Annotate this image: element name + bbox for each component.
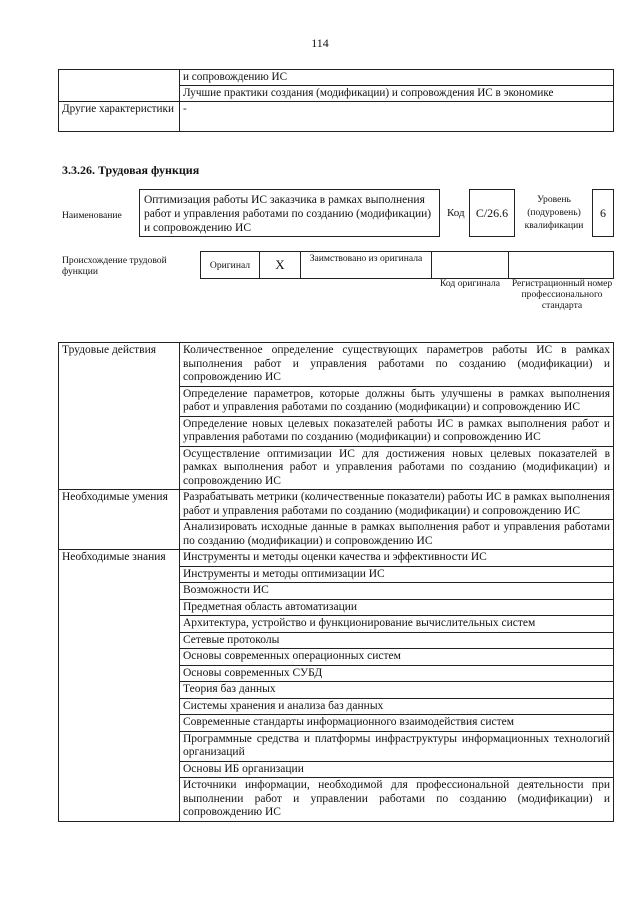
knowledge-item: Основы современных операционных систем xyxy=(180,649,614,666)
knowledge-item: Архитектура, устройство и функционирование вычислительных систем xyxy=(180,616,614,633)
knowledge-item: Теория баз данных xyxy=(180,682,614,699)
knowledge-item: Основы ИБ организации xyxy=(180,761,614,778)
level-label: Уровень (подуровень) квалификации xyxy=(524,194,584,231)
knowledge-label: Необходимые знания xyxy=(59,550,180,822)
borrowed-cell xyxy=(300,251,432,279)
labor-action-item: Количественное определение существующих параметров работы ИС в рамках выполнения работ и управления работами по созданию (модификации) и сопровождению ИС xyxy=(180,343,614,387)
knowledge-item: Инструменты и методы оптимизации ИС xyxy=(180,566,614,583)
skill-item: Анализировать исходные данные в рамках выполнения работ и управления работами по созданию (модификации) и сопровождению ИС xyxy=(180,520,614,550)
labor-action-item: Осуществление оптимизации ИС для достижения новых целевых показателей в рамках выполнения работ и управления работами по созданию (модификации) и сопровождению ИС xyxy=(180,446,614,490)
code-caption: Код оригинала xyxy=(439,278,501,289)
section-title: 3.3.26. Трудовая функция xyxy=(62,163,200,177)
table-cell: Лучшие практики создания (модификации) и сопровождения ИС в экономике xyxy=(180,86,614,102)
origin-label: Происхождение трудовой функции xyxy=(62,255,167,277)
page-number: 114 xyxy=(311,36,329,50)
reg-number-cell xyxy=(508,251,614,279)
original-label: Оригинал xyxy=(209,259,251,271)
borrowed-label: Заимствовано из оригинала xyxy=(309,253,423,264)
knowledge-item: Программные средства и платформы инфраструктуры информационных технологий организаций xyxy=(180,731,614,761)
knowledge-item: Основы современных СУБД xyxy=(180,665,614,682)
reg-caption: Регистрационный номер профессионального стандарта xyxy=(511,278,613,311)
knowledge-item: Возможности ИС xyxy=(180,583,614,600)
other-characteristics-value: - xyxy=(180,102,614,132)
skill-item: Разрабатывать метрики (количественные показатели) работы ИС в рамках выполнения работ и управления работами по созданию (модификации) и сопровождению ИС xyxy=(180,490,614,520)
knowledge-item: Сетевые протоколы xyxy=(180,632,614,649)
original-mark: Х xyxy=(259,251,301,279)
skills-label: Необходимые умения xyxy=(59,490,180,550)
function-name-box: Оптимизация работы ИС заказчика в рамках выполнения работ и управления работами по созданию (модификации) и сопровождению ИС xyxy=(139,189,440,237)
knowledge-item: Инструменты и методы оценки качества и эффективности ИС xyxy=(180,550,614,567)
empty-cell xyxy=(59,70,180,102)
original-cell xyxy=(200,251,260,279)
knowledge-item: Предметная область автоматизации xyxy=(180,599,614,616)
labor-action-item: Определение параметров, которые должны быть улучшены в рамках выполнения работ и управления работами по созданию (модификации) и сопровождению ИС xyxy=(180,386,614,416)
knowledge-item: Источники информации, необходимой для профессиональной деятельности при выполнении работ и управлении работами по созданию (модификации) и сопровождению ИС xyxy=(180,778,614,822)
knowledge-item: Современные стандарты информационного взаимодействия систем xyxy=(180,715,614,732)
original-code-cell xyxy=(431,251,509,279)
labor-function-table xyxy=(58,342,614,822)
name-label: Наименование xyxy=(62,210,122,221)
code-label: Код xyxy=(447,207,465,219)
labor-actions-label: Трудовые действия xyxy=(59,343,180,490)
code-value: С/26.6 xyxy=(469,189,515,237)
other-characteristics-label: Другие характеристики xyxy=(59,102,180,132)
continuation-table xyxy=(58,69,614,132)
level-value: 6 xyxy=(592,189,614,237)
knowledge-item: Системы хранения и анализа баз данных xyxy=(180,698,614,715)
labor-action-item: Определение новых целевых показателей работы ИС в рамках выполнения работ и управления работами по созданию (модификации) и сопровождению ИС xyxy=(180,416,614,446)
table-cell: и сопровождению ИС xyxy=(180,70,614,86)
